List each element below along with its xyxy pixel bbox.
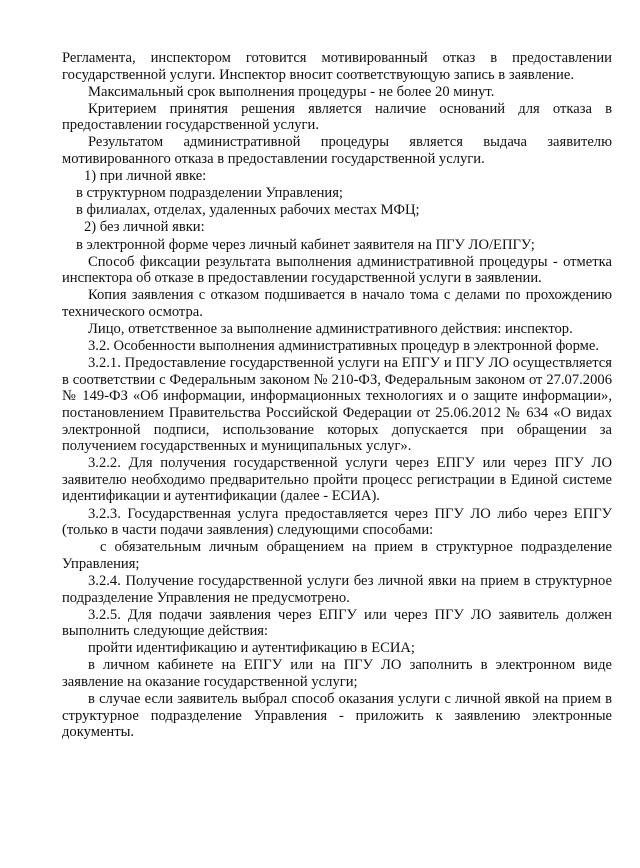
paragraph-in-person: 1) при личной явке: — [84, 168, 207, 185]
paragraph-structural-unit: в структурном подразделении Управления; — [76, 185, 343, 202]
paragraph-procedure-result: Результатом административной процедуры является выдача заявителю мотивированного отказа в предоставлении государственной услуги. — [62, 134, 612, 168]
paragraph-responsible-person: Лицо, ответственное за выполнение административного действия: инспектор. — [88, 321, 573, 337]
paragraph-regulation-refusal: Регламента, инспектором готовится мотивированный отказ в предоставлении государственной услуги. Инспектор вносит соответствующую запись в заявление. — [62, 50, 612, 83]
paragraph-section-3-2-2: 3.2.2. Для получения государственной услуги через ЕПГУ или через ПГУ ЛО заявителю необходимо предварительно пройти процесс регистрации в Единой системе идентификации и аутентификации (далее - ЕСИА). — [62, 455, 612, 505]
paragraph-section-3-2-5: 3.2.5. Для подачи заявления через ЕПГУ или через ПГУ ЛО заявитель должен выполнить следующие действия: — [62, 606, 612, 640]
paragraph-section-3-2-4: 3.2.4. Получение государственной услуги без личной явки на прием в структурное подразделение Управления не предусмотрено. — [62, 572, 612, 606]
paragraph-remote: 2) без личной явки: — [84, 219, 205, 236]
paragraph-fixation-method: Способ фиксации результата выполнения административной процедуры - отметка инспектора об отказе в предоставлении государственной услуги в заявлении. — [62, 253, 612, 287]
paragraph-electronic-form: в электронной форме через личный кабинет заявителя на ПГУ ЛО/ЕПГУ; — [76, 236, 535, 253]
paragraph-esia-auth: пройти идентификацию и аутентификацию в ЕСИА; — [88, 640, 415, 657]
paragraph-attach-documents: в случае если заявитель выбрал способ оказания услуги с личной явкой на прием в структурное подразделение Управления - приложить к заявлению электронные документы. — [62, 691, 612, 741]
paragraph-mandatory-visit: с обязательным личным обращением на прием в структурное подразделение Управления; — [62, 539, 612, 572]
paragraph-fill-application: в личном кабинете на ЕПГУ или на ПГУ ЛО заполнить в электронном виде заявление на оказание государственной услуги; — [62, 657, 612, 690]
paragraph-section-3-2: 3.2. Особенности выполнения административных процедур в электронной форме. — [88, 338, 600, 355]
paragraph-section-3-2-1: 3.2.1. Предоставление государственной услуги на ЕПГУ и ПГУ ЛО осуществляется в соответствии с Федеральным законом № 210-ФЗ, Федеральным законом от 27.07.2006 № 149-ФЗ «Об информации, информационных технологиях и о защите информации», постановлением Правительства Российской Федерации от 25.06.2012 № 634 «О видах электронной подписи, использование которых допускается при обращении за получением государственных и муниципальных услуг». — [62, 355, 612, 455]
paragraph-max-time: Максимальный срок выполнения процедуры - не более 20 минут. — [88, 83, 495, 100]
paragraph-mfc-branches: в филиалах, отделах, удаленных рабочих местах МФЦ; — [76, 202, 420, 219]
paragraph-decision-criterion: Критерием принятия решения является наличие оснований для отказа в предоставлении государственной услуги. — [62, 100, 612, 134]
paragraph-section-3-2-3: 3.2.3. Государственная услуга предоставляется через ПГУ ЛО либо через ЕПГУ (только в части подачи заявления) следующими способами: — [62, 505, 612, 539]
paragraph-application-copy: Копия заявления с отказом подшивается в начало тома с делами по прохождению технического осмотра. — [62, 287, 612, 320]
